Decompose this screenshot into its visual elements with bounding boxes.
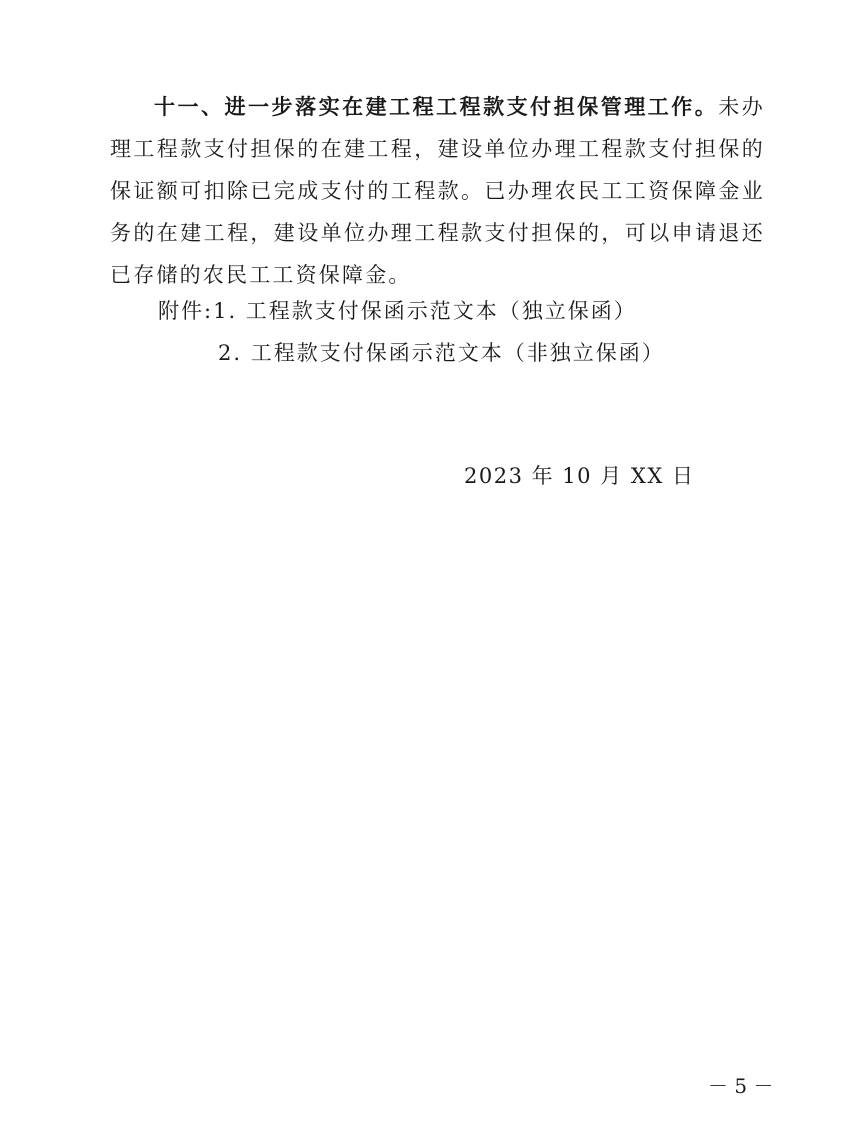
section-body-text: 未办理工程款支付担保的在建工程，建设单位办理工程款支付担保的保证额可扣除已完成支付的工程款。已办理农民工工资保障金业务的在建工程，建设单位办理工程款支付担保的，可以申请退还已存储的农民工工资保障金。 bbox=[110, 95, 765, 287]
document-date: 2023 年 10 月 XX 日 bbox=[464, 464, 695, 488]
attachment-item-1 bbox=[158, 290, 637, 332]
attachment-title-1: 1. 工程款支付保函示范文本（独立保函） bbox=[213, 299, 637, 323]
paragraph bbox=[110, 86, 765, 296]
section-eleven-paragraph bbox=[110, 86, 765, 296]
section-heading: 十一、进一步落实在建工程工程款支付担保管理工作。 bbox=[154, 94, 719, 119]
attachment-item-2 bbox=[218, 332, 665, 374]
attachment-title-2: 2. 工程款支付保函示范文本（非独立保函） bbox=[218, 341, 665, 365]
page-number: － 5 － bbox=[708, 1074, 774, 1098]
attachments-label: 附件: bbox=[158, 299, 214, 323]
